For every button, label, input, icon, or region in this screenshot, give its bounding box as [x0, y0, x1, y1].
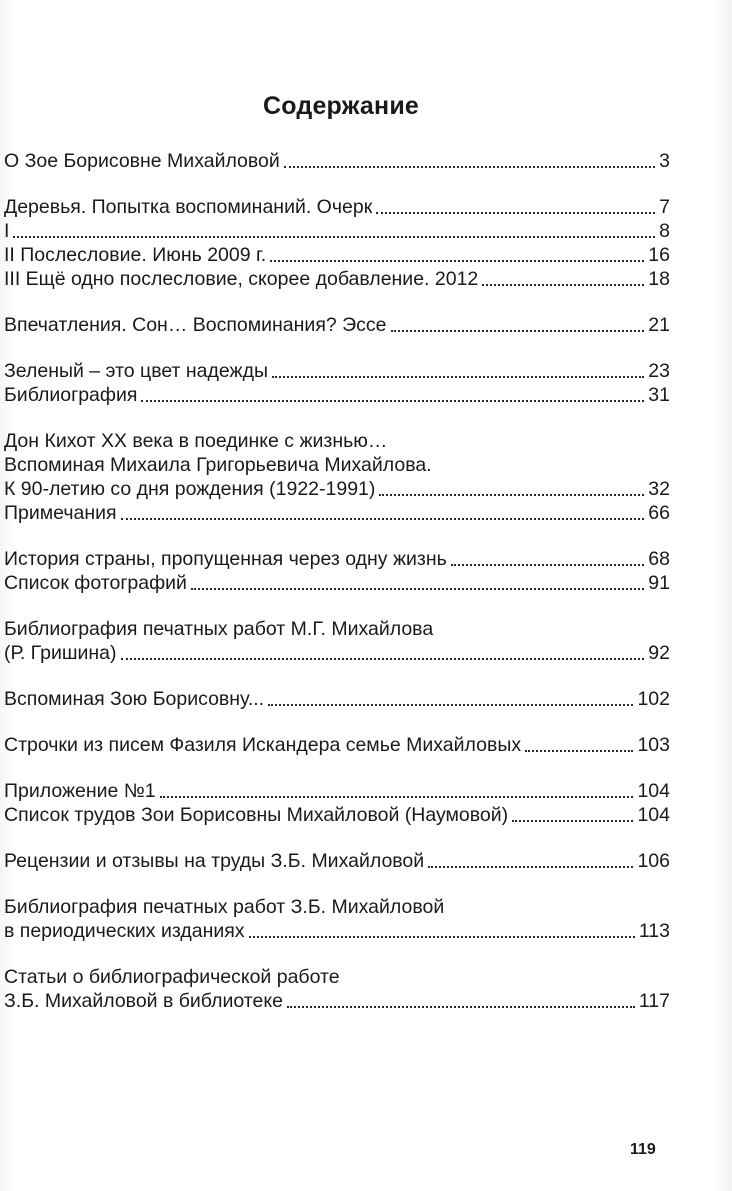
toc-line	[4, 733, 670, 757]
toc-line-title: К 90-летию со дня рождения (1922-1991)	[4, 478, 376, 500]
toc-line-page: 31	[648, 384, 670, 406]
toc-line-title: Библиография печатных работ М.Г. Михайлова	[4, 618, 434, 640]
toc-entry	[4, 687, 670, 711]
toc-line-page: 92	[648, 642, 670, 664]
toc-line-page: 23	[648, 360, 670, 382]
toc-line-page: 3	[659, 150, 670, 172]
dot-leader	[268, 704, 633, 706]
dot-leader	[191, 588, 644, 590]
toc-line-title: Строчки из писем Фазиля Искандера семье Михайловых	[4, 734, 522, 756]
toc-line	[4, 989, 670, 1013]
dot-leader	[121, 518, 645, 520]
toc-line-title: Библиография	[4, 384, 138, 406]
toc-line-page: 18	[648, 268, 670, 290]
toc-line-title: Рецензии и отзывы на труды З.Б. Михайловой	[4, 850, 425, 872]
toc-line-page: 8	[659, 220, 670, 242]
toc-line	[4, 243, 670, 267]
toc-line-page: 21	[648, 314, 670, 336]
dot-leader	[13, 236, 655, 238]
dot-leader	[287, 1006, 635, 1008]
toc-line-title: III Ещё одно послесловие, скорее добавление. 2012	[4, 268, 479, 290]
toc-entry	[4, 849, 670, 873]
toc-entry	[4, 965, 670, 1013]
toc-entry	[4, 733, 670, 757]
toc-line-page: 66	[648, 502, 670, 524]
toc-line-title: Деревья. Попытка воспоминаний. Очерк	[4, 196, 373, 218]
toc-line	[4, 919, 670, 943]
toc-line-title: Зеленый – это цвет надежды	[4, 360, 268, 382]
toc-line	[4, 149, 670, 173]
toc-entry	[4, 429, 670, 525]
toc-line	[4, 547, 670, 571]
toc-line	[4, 641, 670, 665]
toc-line	[4, 501, 670, 525]
toc-line	[4, 571, 670, 595]
dot-leader	[512, 820, 633, 822]
toc-line-page: 102	[637, 688, 670, 710]
toc-entry	[4, 359, 670, 407]
toc-line-page: 7	[659, 196, 670, 218]
toc-line-page: 117	[638, 990, 670, 1012]
dot-leader	[141, 400, 644, 402]
toc-entry	[4, 313, 670, 337]
toc-line-title: Вспоминая Михаила Григорьевича Михайлова.	[4, 454, 432, 476]
toc-line-title: О Зое Борисовне Михайловой	[4, 150, 280, 172]
dot-leader	[391, 330, 645, 332]
toc-entry	[4, 617, 670, 665]
toc-line-page: 104	[637, 780, 670, 802]
dot-leader	[249, 936, 635, 938]
toc-line-title: Библиография печатных работ З.Б. Михайловой	[4, 896, 445, 918]
toc-line-title: II Послесловие. Июнь 2009 г.	[4, 244, 267, 266]
dot-leader	[379, 494, 644, 496]
toc-line-title: в периодических изданиях	[4, 920, 245, 942]
toc-line-page: 104	[637, 804, 670, 826]
toc-line-page: 32	[648, 478, 670, 500]
toc-line	[4, 687, 670, 711]
toc-line-page: 68	[648, 548, 670, 570]
toc-line-title: З.Б. Михайловой в библиотеке	[4, 990, 283, 1012]
toc-entry	[4, 779, 670, 827]
toc-line	[4, 267, 670, 291]
toc-line-page: 16	[648, 244, 670, 266]
toc-line-page: 113	[638, 920, 670, 942]
toc-line	[4, 803, 670, 827]
toc-line	[4, 195, 670, 219]
toc-line-page: 103	[637, 734, 670, 756]
toc-line-title: Приложение №1	[4, 780, 156, 802]
toc-line	[4, 219, 670, 243]
dot-leader	[284, 166, 655, 168]
toc-line-title: Список трудов Зои Борисовны Михайловой (Наумовой)	[4, 804, 509, 826]
toc-line	[4, 359, 670, 383]
page-number: 119	[630, 1141, 656, 1158]
toc-line-title: История страны, пропущенная через одну жизнь	[4, 548, 447, 570]
dot-leader	[270, 260, 644, 262]
toc-line-page: 91	[648, 572, 670, 594]
toc-entry	[4, 547, 670, 595]
toc-line	[4, 477, 670, 501]
toc-line-title: Вспоминая Зою Борисовну...	[4, 688, 265, 710]
toc-line	[4, 849, 670, 873]
toc-line-title: Статьи о библиографической работе	[4, 966, 340, 988]
dot-leader	[160, 796, 634, 798]
dot-leader	[121, 658, 645, 660]
toc-line-page: 106	[637, 850, 670, 872]
page-title: Содержание	[262, 92, 420, 120]
toc-entry	[4, 895, 670, 943]
table-of-contents	[4, 149, 670, 1035]
dot-leader	[482, 284, 644, 286]
toc-line	[4, 313, 670, 337]
toc-line-title: Примечания	[4, 502, 117, 524]
dot-leader	[451, 564, 645, 566]
toc-line-title: Впечатления. Сон… Воспоминания? Эссе	[4, 314, 387, 336]
toc-line-title: (Р. Гришина)	[4, 642, 117, 664]
toc-line-title: Список фотографий	[4, 572, 187, 594]
toc-line	[4, 779, 670, 803]
dot-leader	[525, 750, 633, 752]
dot-leader	[428, 866, 633, 868]
toc-entry	[4, 149, 670, 173]
dot-leader	[376, 212, 655, 214]
toc-entry	[4, 195, 670, 291]
toc-line-title: I	[4, 220, 10, 242]
dot-leader	[272, 376, 644, 378]
toc-line-title: Дон Кихот XX века в поединке с жизнью…	[4, 430, 388, 452]
toc-line	[4, 383, 670, 407]
